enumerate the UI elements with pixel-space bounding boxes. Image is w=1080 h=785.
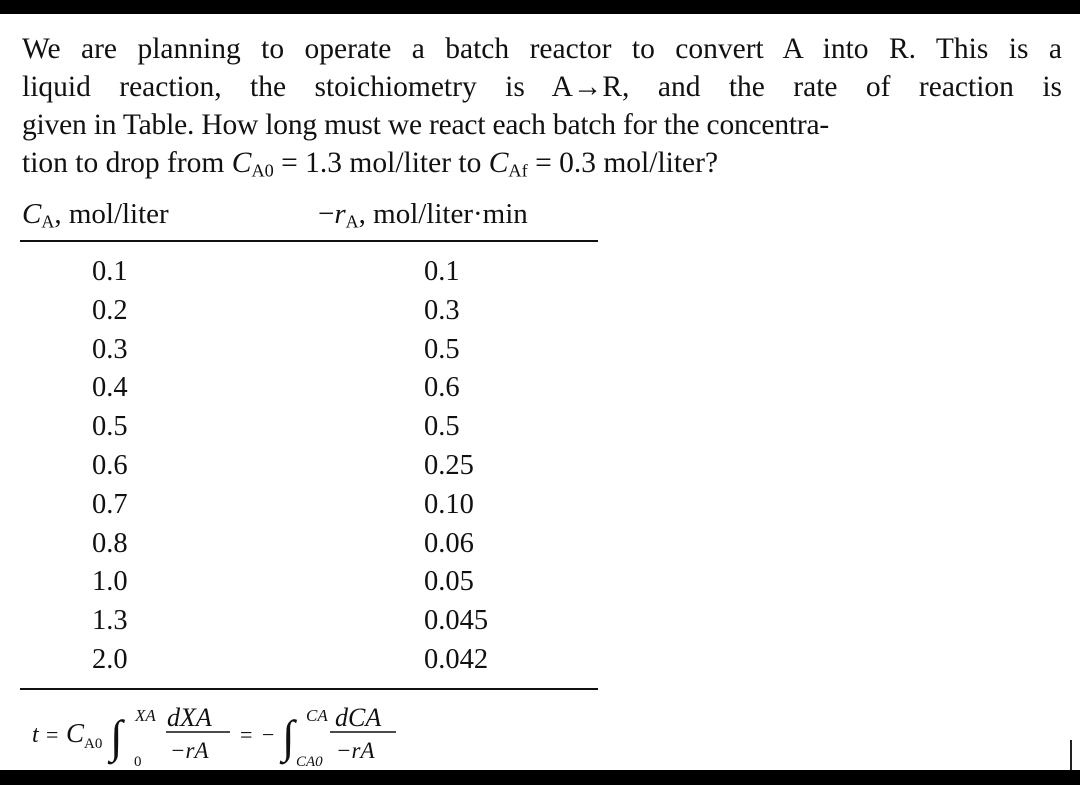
- integral-lower-2: CA0: [296, 754, 323, 770]
- header-ca-unit: , mol/liter: [54, 198, 169, 230]
- fraction-den-1: −rA: [170, 738, 209, 763]
- ca-cell: 0.6: [92, 450, 128, 481]
- formula-t: t: [32, 722, 39, 748]
- header-ra-unit: , mol/liter·min: [358, 198, 528, 230]
- integral-lower-1: 0: [134, 754, 142, 770]
- formula-eq-2: =: [240, 722, 253, 747]
- bottom-black-border: [0, 770, 1080, 785]
- column-header-concentration: [22, 198, 169, 232]
- ca-cell: 0.4: [92, 372, 128, 404]
- caf-var: C: [488, 147, 509, 179]
- ra-cell: 0.5: [424, 333, 460, 365]
- line4-lead: tion to drop from: [22, 147, 232, 179]
- formula-minus: −: [262, 722, 275, 747]
- ra-cell: 0.06: [424, 527, 474, 559]
- formula-a0: A0: [84, 736, 103, 752]
- ra-cell: 0.1: [424, 256, 460, 287]
- integral-upper-1: XA: [135, 706, 156, 725]
- problem-line-4: [22, 144, 1062, 190]
- integral-sign-1: ∫: [110, 711, 123, 762]
- integral-upper-2: CA: [306, 706, 328, 725]
- ca-cell: 0.8: [92, 527, 128, 559]
- formula-c: C: [66, 718, 85, 748]
- formula-eq-1: =: [46, 722, 59, 747]
- ca-cell: 2.0: [92, 644, 128, 675]
- ca-cell: 0.7: [92, 488, 128, 520]
- ca0-value: = 1.3 mol/liter to: [273, 147, 489, 179]
- ca-cell: 1.3: [92, 605, 128, 637]
- ra-cell: 0.045: [424, 605, 489, 637]
- header-ca-var: C: [22, 198, 42, 230]
- integral-sign-2: ∫: [282, 711, 295, 762]
- fraction-den-2: −rA: [336, 738, 375, 763]
- header-ca-sub: A: [41, 211, 55, 232]
- ca-cell: 0.2: [92, 294, 128, 326]
- edge-mark: [1070, 740, 1072, 770]
- caf-sub: Af: [508, 160, 528, 181]
- formula-svg: [30, 690, 450, 770]
- table-top-rule: [20, 240, 598, 242]
- ca0-var: C: [231, 147, 252, 179]
- problem-line-2: liquid reaction, the stoichiometry is A→R, and the rate of reaction is: [22, 71, 1062, 103]
- header-ra-sub: A: [345, 211, 359, 232]
- ra-cell: 0.6: [424, 372, 460, 404]
- problem-statement: [22, 30, 1062, 190]
- problem-line-1: We are planning to operate a batch reactor to convert A into R. This is a: [22, 33, 1062, 65]
- ca-cell: 1.0: [92, 566, 128, 598]
- header-ra-minus: −: [318, 198, 335, 230]
- ra-cell: 0.042: [424, 644, 489, 675]
- ca0-sub: A0: [251, 160, 274, 181]
- ra-cell: 0.05: [424, 566, 474, 598]
- caf-value: = 0.3 mol/liter?: [527, 147, 719, 179]
- fraction-num-2: dCA: [335, 703, 382, 732]
- problem-line-3: given in Table. How long must we react each batch for the concentra-: [22, 109, 830, 141]
- ca-cell: 0.1: [92, 256, 128, 287]
- ca-cell: 0.3: [92, 333, 128, 365]
- ra-cell: 0.10: [424, 488, 474, 520]
- ra-cell: 0.5: [424, 411, 460, 443]
- top-black-border: [0, 0, 1080, 14]
- fraction-num-1: dXA: [167, 703, 212, 732]
- ca-cell: 0.5: [92, 411, 128, 443]
- ra-cell: 0.3: [424, 294, 460, 326]
- header-ra-var: r: [334, 198, 346, 230]
- ra-cell: 0.25: [424, 450, 474, 481]
- column-header-rate: [318, 198, 528, 232]
- batch-time-formula: [30, 690, 450, 770]
